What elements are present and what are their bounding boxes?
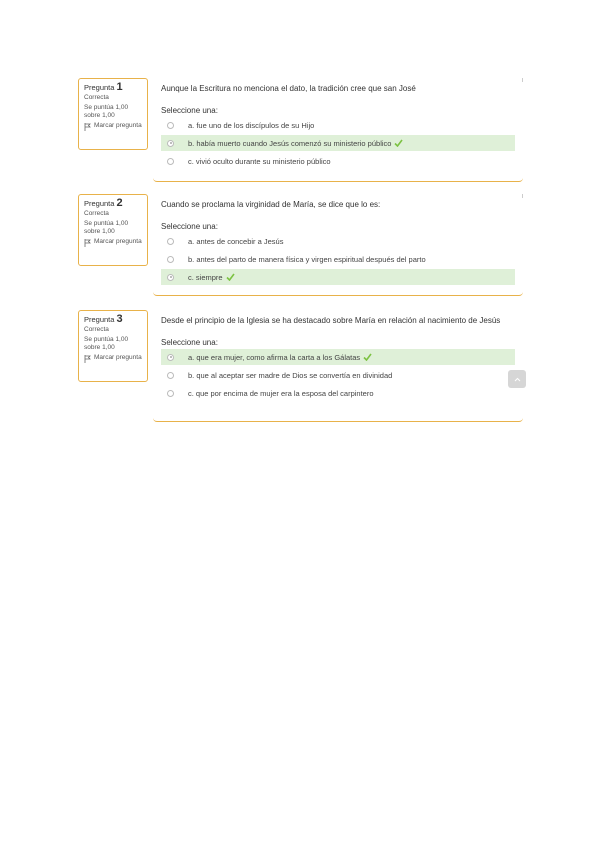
question-label: Pregunta: [84, 315, 115, 324]
chevron-up-icon: [514, 377, 521, 382]
radio-button[interactable]: [167, 158, 174, 165]
answer-option-a[interactable]: [161, 349, 515, 365]
question-number-value: 2: [116, 197, 123, 209]
question-number: [84, 83, 142, 92]
answer-label: c. vivió oculto durante su ministerio público: [188, 156, 331, 166]
question-grade: Se puntúa 1,00 sobre 1,00: [84, 220, 129, 235]
question-number-value: 1: [116, 81, 123, 93]
answer-label: a. fue uno de los discípulos de su Hijo: [188, 120, 315, 130]
radio-button[interactable]: [167, 354, 174, 361]
question-state: Correcta: [84, 210, 109, 217]
answer-label: b. había muerto cuando Jesús comenzó su ministerio público: [188, 138, 392, 148]
answer-option-b[interactable]: [161, 251, 515, 267]
question-content: [153, 78, 523, 182]
answer-option-b[interactable]: [161, 367, 515, 383]
radio-button[interactable]: [167, 238, 174, 245]
flag-question-label: Marcar pregunta: [94, 354, 142, 361]
radio-button[interactable]: [167, 256, 174, 263]
question-grade: Se puntúa 1,00 sobre 1,00: [84, 104, 129, 119]
scroll-to-top-button[interactable]: [508, 370, 526, 388]
answer-option-a[interactable]: [161, 233, 515, 249]
answer-label: a. antes de concebir a Jesús: [188, 236, 284, 246]
radio-button[interactable]: [167, 140, 174, 147]
answer-option-b[interactable]: [161, 135, 515, 151]
flag-icon: [84, 239, 91, 247]
answer-label: b. antes del parto de manera física y virgen espiritual después del parto: [188, 254, 426, 264]
question-content: [153, 194, 523, 296]
answer-label: a. que era mujer, como afirma la carta a los Gálatas: [188, 352, 361, 362]
answer-label: c. siempre: [188, 272, 223, 282]
check-icon: [394, 139, 403, 147]
flag-icon: [84, 355, 91, 363]
question-number: [84, 199, 142, 208]
question-info: [78, 78, 148, 150]
question-state: Correcta: [84, 94, 109, 101]
question-info: [78, 194, 148, 266]
answer-option-c[interactable]: [161, 385, 515, 401]
flag-question-link[interactable]: [84, 354, 142, 363]
question-content: [153, 310, 523, 422]
flag-question-link[interactable]: [84, 238, 142, 247]
radio-button[interactable]: [167, 372, 174, 379]
question-number: [84, 315, 142, 324]
question-text: Cuando se proclama la virginidad de María, se dice que lo es:: [161, 200, 381, 209]
question-label: Pregunta: [84, 199, 115, 208]
check-icon: [363, 353, 372, 361]
check-icon: [226, 273, 235, 281]
select-prompt: Seleccione una:: [161, 222, 218, 231]
answer-label: c. que por encima de mujer era la esposa del carpintero: [188, 388, 374, 398]
answer-option-a[interactable]: [161, 117, 515, 133]
answer-label: b. que al aceptar ser madre de Dios se convertía en divinidad: [188, 370, 393, 380]
flag-question-label: Marcar pregunta: [94, 122, 142, 129]
question-text: Aunque la Escritura no menciona el dato, la tradición cree que san José: [161, 84, 416, 93]
select-prompt: Seleccione una:: [161, 106, 218, 115]
radio-button[interactable]: [167, 274, 174, 281]
flag-icon: [84, 123, 91, 131]
radio-button[interactable]: [167, 390, 174, 397]
select-prompt: Seleccione una:: [161, 338, 218, 347]
answer-option-c[interactable]: [161, 153, 515, 169]
answer-option-c[interactable]: [161, 269, 515, 285]
question-info: [78, 310, 148, 382]
question-state: Correcta: [84, 326, 109, 333]
question-text: Desde el principio de la Iglesia se ha destacado sobre María en relación al nacimiento de Jesús: [161, 316, 501, 325]
flag-question-link[interactable]: [84, 122, 142, 131]
flag-question-label: Marcar pregunta: [94, 238, 142, 245]
question-number-value: 3: [116, 313, 123, 325]
question-label: Pregunta: [84, 83, 115, 92]
question-grade: Se puntúa 1,00 sobre 1,00: [84, 336, 129, 351]
radio-button[interactable]: [167, 122, 174, 129]
